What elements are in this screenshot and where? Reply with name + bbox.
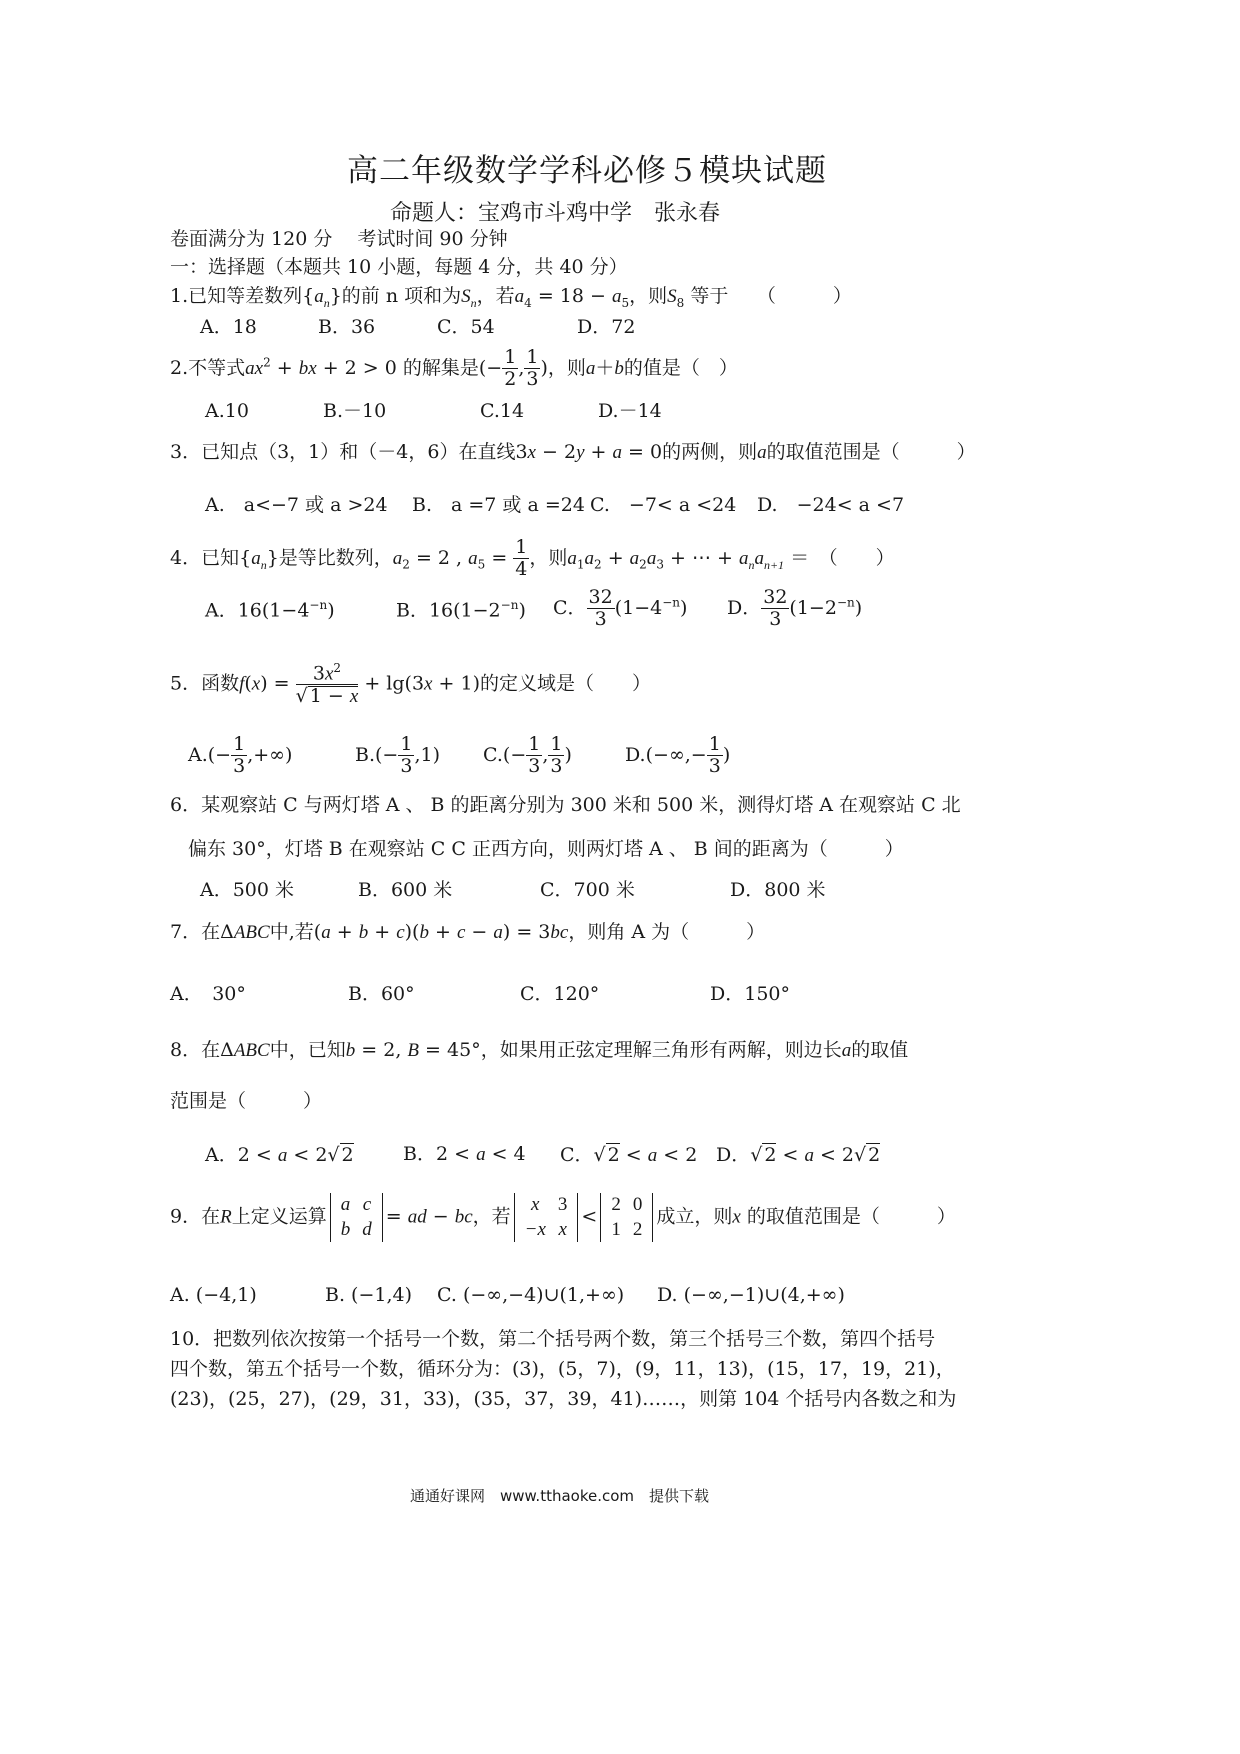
q9-option-c: C. (−∞,−4)∪(1,+∞) (437, 1284, 625, 1306)
q7-option-c: C．120° (520, 983, 600, 1005)
q6-option-a: A．500 米 (200, 879, 295, 901)
question-1: 1.已知等差数列$\{a_n\}$的前 n 项和为$S_n$，若$a_4 = 18 - a_5$，则$S_8$ 等于 （ ） (170, 285, 852, 310)
page-footer: 通通好课网 www.tthaoke.com 提供下载 (410, 1487, 710, 1505)
q8-option-a: A．2 < a < 2√ 2 (205, 1144, 354, 1166)
q1-option-b: B．36 (318, 316, 376, 338)
q6-option-c: C．700 米 (540, 879, 635, 901)
q7-option-d: D．150° (710, 983, 790, 1005)
question-10-line-1: 10．把数列依次按第一个括号一个数，第二个括号两个数，第三个括号三个数，第四个括号 (170, 1328, 936, 1350)
q3-option-b: B. a =7 或 a =24 (412, 494, 585, 516)
q2-option-d: D.－14 (598, 400, 662, 422)
q7-option-b: B．60° (348, 983, 415, 1005)
q3-option-d: D. −24< a <7 (757, 494, 905, 516)
q1-option-c: C．54 (437, 316, 495, 338)
q9-option-a: A. (−4,1) (170, 1284, 257, 1306)
q1-option-d: D．72 (577, 316, 636, 338)
q3-option-a: A. a<−7 或 a >24 (205, 494, 388, 516)
question-10-line-2: 四个数，第五个括号一个数，循环分为：(3)，(5，7)，(9，11，13)，(15，17，19，21)， (170, 1358, 955, 1380)
q5-option-a: A.(− $\frac{1}{3}$ ,+∞) (188, 733, 293, 777)
question-2: 2.不等式$ax^2$ + bx + 2 > 0 的解集是(− $\frac{1}{2}$ , $\frac{1}{3}$ )，则a＋b的值是（ ） (170, 346, 738, 390)
q6-option-d: D．800 米 (730, 879, 826, 901)
q6-option-b: B．600 米 (358, 879, 453, 901)
q2-option-c: C.14 (480, 400, 525, 422)
question-10-line-3: (23)，(25，27)，(29，31，33)，(35，37，39，41)……，则第 104 个括号内各数之和为 (170, 1388, 957, 1410)
question-8-line-1: 8．在ΔABC中，已知b = 2, B = 45°，如果用正弦定理解三角形有两解，则边长a的取值 (170, 1039, 909, 1061)
q7-option-a: A． 30° (170, 983, 246, 1005)
q8-option-d: D．√ 2 < a < 2√ 2 (716, 1144, 881, 1166)
q4-option-d: D． $\frac{32}{3}$ $(1-2^{-n})$ (727, 586, 863, 630)
question-4: 4．已知$\{a_n\}$是等比数列，$a_2 = 2$ , $a_5$ = $\frac{1}{4}$ ，则$a_1a_2 + a_2a_3$ + ⋯ + $a_na_{n+1}$ ＝ （ ） (170, 536, 895, 580)
question-7: 7．在ΔABC中,若(a + b + c)(b + c − a) = 3bc，则角 A 为（ ） (170, 921, 766, 943)
question-8-line-2: 范围是（ ） (170, 1090, 323, 1112)
q1-option-a: A．18 (200, 316, 257, 338)
question-6-line-2: 偏东 30°，灯塔 B 在观察站 C C 正西方向，则两灯塔 A 、 B 间的距离为（ ） (188, 838, 904, 860)
author-line: 命题人：宝鸡市斗鸡中学 张永春 (390, 201, 721, 226)
q2-option-b: B.－10 (323, 400, 387, 422)
q5-option-b: B.(− $\frac{1}{3}$ ,1) (355, 733, 440, 777)
section-title: 一：选择题（本题共 10 小题，每题 4 分，共 40 分） (170, 256, 628, 278)
q5-option-c: C.(− $\frac{1}{3}$ , $\frac{1}{3}$ ) (483, 733, 572, 777)
q2-option-a: A.10 (205, 400, 249, 422)
q9-option-d: D. (−∞,−1)∪(4,+∞) (657, 1284, 845, 1306)
q5-option-d: D.(−∞,− $\frac{1}{3}$ ) (625, 733, 731, 777)
page-title: 高二年级数学学科必修５模块试题 (347, 153, 827, 189)
q3-option-c: C. −7< a <24 (590, 494, 737, 516)
q8-option-c: C．√ 2 < a < 2 (560, 1144, 698, 1166)
q4-option-c: C． $\frac{32}{3}$ $(1-4^{-n})$ (553, 586, 688, 630)
q8-option-b: B．2 < a < 4 (403, 1143, 526, 1165)
question-5: 5．函数f(x) = $\frac{3x^2}{√ 1 - x}$ + lg(3x + 1)的定义域是（ ） (170, 661, 651, 708)
question-6-line-1: 6．某观察站 C 与两灯塔 A 、 B 的距离分别为 300 米和 500 米，测得灯塔 A 在观察站 C 北 (170, 794, 961, 816)
q9-option-b: B. (−1,4) (325, 1284, 413, 1306)
question-9: 9．在R上定义运算 a c b d = ad − bc，若 x 3 −x x < 2 0 1 2 成立，则x 的取值范围是（ ） (170, 1193, 956, 1242)
exam-info: 卷面满分为 120 分 考试时间 90 分钟 (170, 228, 508, 250)
question-3: 3．已知点（3，1）和（－4，6）在直线3x − 2y + a = 0的两侧，则a的取值范围是（ ） (170, 441, 976, 463)
q4-option-a: A．$16(1-4^{-n})$ (205, 598, 335, 622)
q4-option-b: B．$16(1-2^{-n})$ (396, 598, 526, 622)
